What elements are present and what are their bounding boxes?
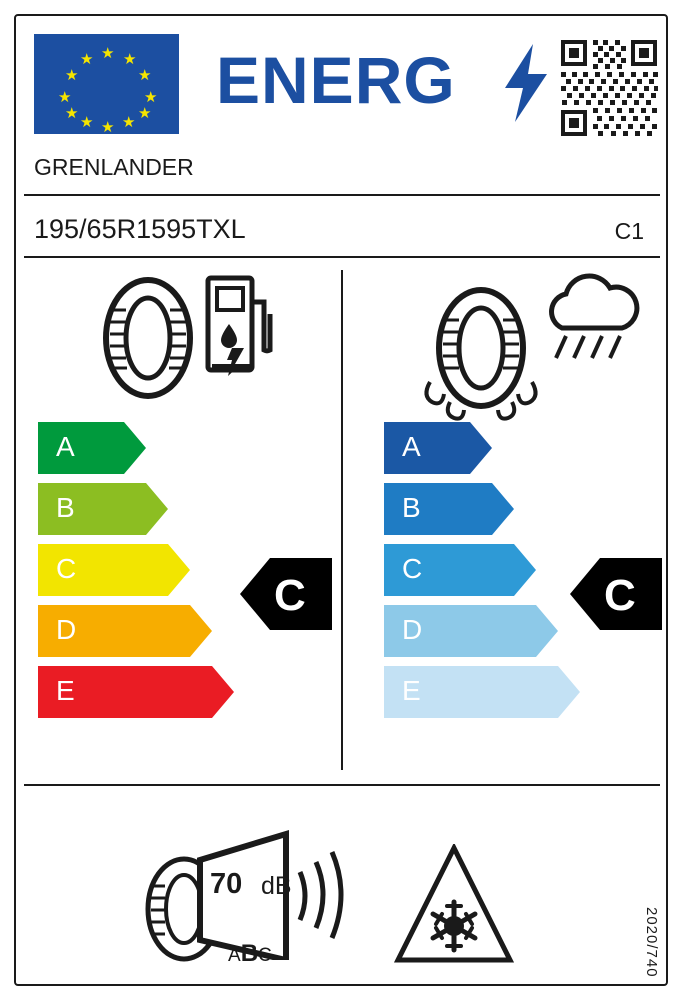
wet-result-letter: C bbox=[604, 571, 636, 620]
fuel-grade-b-letter: B bbox=[56, 492, 75, 523]
ratings-panels bbox=[16, 262, 666, 800]
fuel-grade-d-letter: D bbox=[56, 614, 77, 645]
noise-class-c: C bbox=[258, 945, 272, 966]
lightning-bolt-icon bbox=[503, 44, 549, 122]
qr-code-icon bbox=[559, 38, 659, 138]
tyre-size: 195/65R1595TXL bbox=[34, 214, 246, 244]
tyre-splash-icon bbox=[416, 276, 546, 436]
rain-cloud-icon bbox=[536, 270, 646, 380]
fuel-grade-e-letter: E bbox=[56, 675, 75, 706]
wet-grade-d-letter: D bbox=[402, 614, 423, 645]
fuel-grade-a-letter: A bbox=[56, 431, 75, 462]
fuel-grade-c-letter: C bbox=[56, 553, 77, 584]
three-peak-mountain-snowflake-icon bbox=[394, 844, 514, 968]
noise-unit: dB bbox=[261, 872, 292, 900]
wet-grade-b-letter: B bbox=[402, 492, 421, 523]
noise-class-a: A bbox=[228, 945, 241, 966]
wet-result-badge bbox=[564, 558, 662, 630]
regulation-year: 2020/740 bbox=[643, 907, 660, 978]
fuel-result-badge bbox=[234, 558, 332, 630]
divider-panels bbox=[24, 784, 660, 786]
noise-class-b: B bbox=[240, 940, 259, 967]
brand-name: GRENLANDER bbox=[34, 154, 194, 180]
panel-divider bbox=[341, 270, 343, 770]
brand-row bbox=[16, 134, 666, 196]
fuel-result-letter: C bbox=[274, 571, 306, 620]
tyre-class: C1 bbox=[614, 218, 644, 244]
energy-label-card bbox=[14, 14, 668, 986]
noise-value: 70 bbox=[210, 868, 243, 900]
size-row bbox=[16, 198, 666, 260]
wet-grade-a-letter: A bbox=[402, 431, 421, 462]
wet-grade-e-letter: E bbox=[402, 675, 421, 706]
label-header bbox=[16, 16, 666, 134]
tyre-icon bbox=[94, 276, 202, 401]
bottom-section bbox=[16, 806, 666, 986]
page-title: ENERG bbox=[216, 43, 456, 117]
wet-grade-c-letter: C bbox=[402, 553, 423, 584]
noise-class-scale bbox=[228, 940, 272, 968]
fuel-pump-icon bbox=[202, 272, 274, 376]
divider-brand bbox=[24, 194, 660, 196]
divider-size bbox=[24, 256, 660, 258]
eu-flag-icon: ★ ★ ★ ★ ★ ★ ★ ★ ★ ★ ★ ★ bbox=[34, 34, 179, 134]
